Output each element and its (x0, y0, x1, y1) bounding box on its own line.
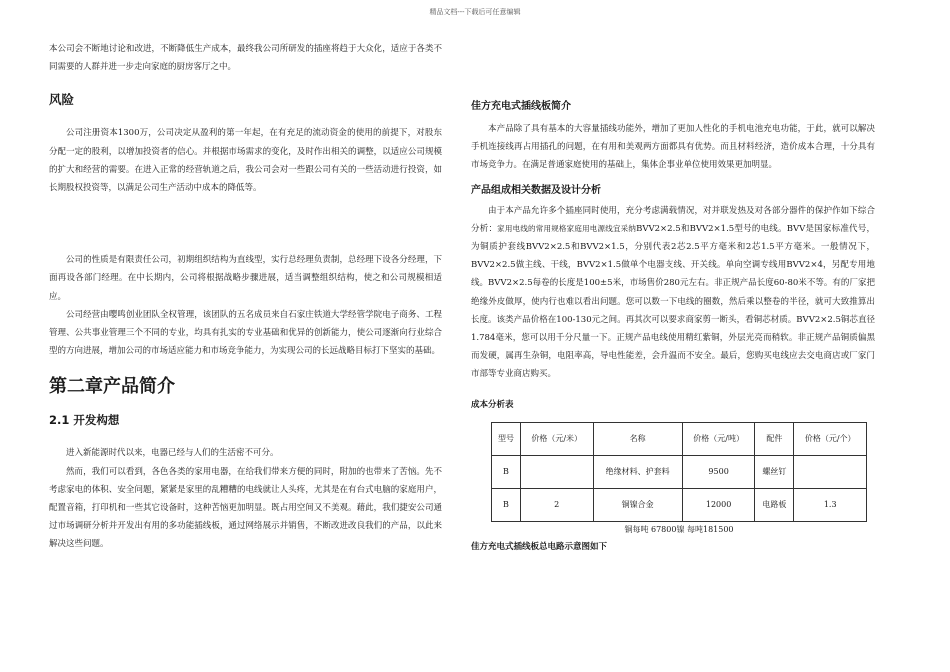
table-row (492, 488, 867, 521)
section-heading: 2.1 开发构想 (49, 413, 120, 428)
table-note: 铜每吨 67800镍 每吨181500 (624, 524, 734, 534)
table-cell: 螺丝钉 (755, 455, 794, 488)
table-header-cell: 配件 (755, 422, 794, 455)
table-header-cell: 名称 (593, 422, 682, 455)
data-paragraph (471, 202, 875, 384)
table-header-cell: 价格（元/个） (794, 422, 867, 455)
risk-heading: 风险 (49, 92, 75, 108)
table-row (492, 455, 867, 488)
table-cell: B (492, 455, 521, 488)
product-heading: 佳方充电式插线板简介 (471, 101, 571, 112)
risk-paragraph-3: 公司经营由嘤鸣创业团队全权管理，该团队的五名成员来自石家庄铁道大学经管学院电子商务、工程管理、公共事业管理三个不同的专业，均具有扎实的专业基础和优异的创新能力，使公司逐渐向行业综合型的方向进展，增加公司的市场适应能力和市场竞争能力，为实现公司的长远战略目标打下坚实的基础。 (49, 309, 442, 357)
table-cell: 电路板 (755, 488, 794, 521)
dev-paragraph-2: 然而，我们可以看到，各色各类的家用电器，在给我们带来方便的同时，附加的也带来了苦恼。先不考虑家电的体积、安全问题，紧紧是家里的乱糟糟的电线就让人头疼，尤其是在有台式电脑的家庭用户，配置音箱，打印机和一些其它设备时，这种苦恼更加明显。既占用空间又不美观。藉此，我们捷安公司通过市场调研分析并开发出有用的多功能插线板，通过网络展示并销售，不断改进改良我们的产品，以此来解决这些问题。 (49, 466, 442, 550)
page-header: 精品文档---下载后可任意编辑 (429, 8, 521, 16)
risk-paragraph-1: 公司注册资本1300万，公司决定从盈利的第一年起，在有充足的流动资金的使用的前提下，对股东分配一定的股利，以增加投资者的信心。并根据市场需求的变化，及时作出相关的调整，以适应公司规模的扩大和经营的需要。在进入正常的经营轨道之后，我公司会对一些跟公司有关的一些活动进行投资，如长期股权投资等，以满足公司生产活动中成本的降低等。 (49, 128, 442, 194)
dev-paragraph-1: 进入新能源时代以来，电器已经与人们的生活密不可分。 (66, 448, 279, 459)
cost-table-heading: 成本分析表 (471, 399, 514, 410)
data-heading: 产品组成相关数据及设计分析 (471, 184, 601, 196)
chapter-heading: 第二章产品简介 (49, 376, 175, 398)
table-cell: 12000 (682, 488, 755, 521)
table-cell: 绝缘材料、护套料 (593, 455, 682, 488)
table-header-cell: 价格（元/吨） (682, 422, 755, 455)
data-paragraph-b: BVV2×2.5和BVV2×1.5型号的电线。BVV是国家标准代号，为铜质护套线BVV2×2.5和BVV2×1.5，分别代表2芯2.5平方毫米和2芯1.5平方毫米。一般情况下，BVV2×2.5做主线、干线，BVV2×1.5做单个电器支线、开关线。单向空调专线用BVV2×4，另配专用地线。BVV2×2.5每卷的长度是100±5米，市场售价280元左右。非正规产品长度60-80米不等。有的厂家把绝缘外皮做厚，使内行也难以看出问题。您可以数一下电线的圈数，然后乘以整卷的半径，就可大致推算出长度。该类产品价格在100-130元之间。再其次可以要求商家剪一断头，看铜芯材质。BVV2×2.5铜芯直径1.784毫米，您可以用千分尺量一下。正规产品电线使用精红紫铜，外层光亮而稍软。非正规产品铜质偏黑而发硬，属再生杂铜，电阻率高，导电性能差，会升温而不安全。最后，您购买电线应去交电商店或厂家门市部等专业商店购买。 (471, 223, 875, 380)
data-paragraph-small: 家用电线的常用规格家庭用电源线宜采纳 (497, 223, 637, 233)
table-cell: B (492, 488, 521, 521)
right-column (471, 97, 875, 552)
table-cell (520, 455, 593, 488)
table-cell: 1.3 (794, 488, 867, 521)
table-cell: 2 (520, 488, 593, 521)
intro-paragraph: 本公司会不断地讨论和改进，不断降低生产成本，最终我公司所研发的插座将趋于大众化，适应于各类不同需要的人群并进一步走向家庭的厨房客厅之中。 (49, 44, 442, 73)
diagram-heading: 佳方充电式插线板总电路示意图如下 (471, 541, 608, 552)
table-header-cell: 型号 (492, 422, 521, 455)
table-header-row (492, 422, 867, 455)
risk-paragraph-2: 公司的性质是有限责任公司，初期组织结构为直线型，实行总经理负责制，总经理下设各分经理，下面再设各部门经理。在中长期内，公司将根据战略步骤进展，适当调整组织结构，使之和公司规模相适应。 (49, 255, 442, 302)
table-cell (794, 455, 867, 488)
left-column (49, 40, 442, 554)
table-cell: 铜镍合金 (593, 488, 682, 521)
cost-table (491, 422, 867, 522)
table-header-cell: 价格（元/米） (520, 422, 593, 455)
table-cell: 9500 (682, 455, 755, 488)
product-paragraph: 本产品除了具有基本的大容量插线功能外，增加了更加人性化的手机电池充电功能，于此，就可以解决手机连接线再占用插孔的问题，在有用和美观两方面都具有优势。而且材料经济，造价成本合理，十分具有市场竞争力。在满足普通家庭使用的基础上，集体企事业单位使用效果更加明显。 (471, 124, 875, 171)
data-paragraph-a: 由于本产品允许多个插座同时使用，充分考虑满载情况，对并联发热及对各部分器件的保护作如下综合分析： (471, 205, 875, 234)
spacer (49, 197, 442, 251)
